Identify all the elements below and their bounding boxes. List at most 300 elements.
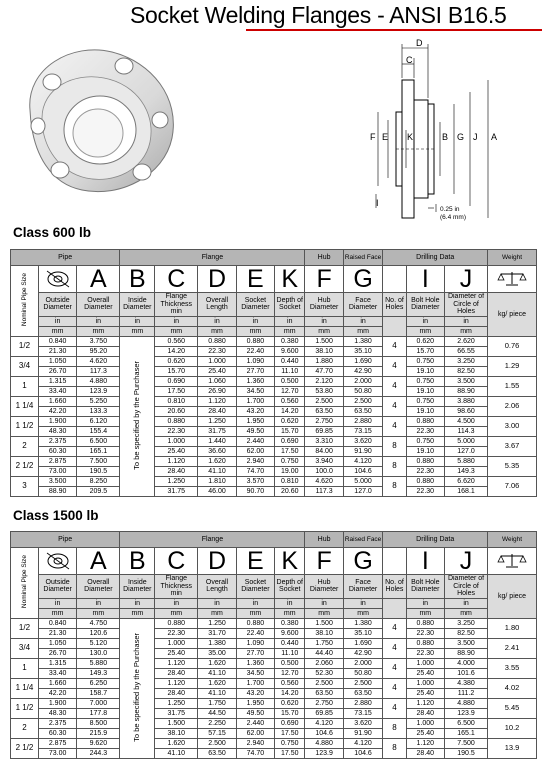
desc-0: Outside Diameter [38,575,76,599]
overall-length-mm: 35.00 [198,648,235,658]
hub-diameter-mm: 117.3 [305,486,342,496]
unit-in: in [252,599,259,607]
socket-diameter [236,638,274,658]
flange-thickness [155,658,198,678]
socket-diameter [236,476,274,496]
overall-length [198,718,236,738]
bolt-hole-diameter-mm: 28.40 [407,708,444,718]
letter-b: B [120,266,155,293]
outside-diameter [38,396,76,416]
group-drilling: Drilling Data [383,250,488,266]
overall-diameter-in: 8.500 [89,719,108,727]
socket-diameter [236,456,274,476]
unit-mm: mm [39,326,76,336]
flange-thickness-in: 1.250 [167,477,186,485]
bolt-circle-diameter-in: 5.880 [457,457,475,465]
overall-diameter [77,718,120,738]
bolt-circle-diameter [445,678,488,698]
unit-cell [120,316,155,336]
overall-diameter [77,698,120,718]
hub-diameter-mm: 100.0 [305,466,342,476]
hub-diameter [305,738,343,758]
outside-diameter-mm: 26.70 [39,648,76,658]
table-row [11,476,537,496]
hub-diameter-mm: 44.40 [305,648,342,658]
unit-mm: mm [77,608,119,618]
flange-thickness [155,336,198,356]
dim-label-g: G [457,132,465,142]
dim-label-c: C [406,55,413,65]
outside-diameter-in: 0.840 [48,337,67,345]
table-row [11,376,537,396]
unit-in: in [287,317,293,325]
socket-diameter [236,678,274,698]
flange-thickness-mm: 20.60 [155,406,197,416]
desc-10: Bolt Hole Diameter [406,293,444,317]
weight-kg: 1.80 [488,618,537,638]
flange-thickness [155,436,198,456]
overall-diameter [77,738,120,758]
socket-diameter [236,376,274,396]
unit-in: in [173,599,180,607]
bolt-hole-diameter-mm: 22.30 [407,426,444,436]
outside-diameter-in: 1.660 [48,397,67,405]
bolt-hole-diameter-in: 0.880 [416,457,435,465]
number-of-holes: 4 [383,618,406,638]
socket-depth-in: 0.380 [280,337,299,345]
unit-in: in [134,599,141,607]
overall-length-mm: 41.10 [198,466,235,476]
weight-kg: 3.00 [488,416,537,436]
overall-length-mm: 31.75 [198,426,235,436]
nps-value: 1 1/4 [11,396,39,416]
overall-diameter [77,336,120,356]
hub-diameter [305,356,343,376]
bolt-hole-diameter-in: 1.000 [416,659,435,667]
socket-diameter-in: 0.880 [246,337,265,345]
number-of-holes: 8 [383,718,406,738]
socket-diameter-mm: 62.00 [237,446,274,456]
bolt-hole-diameter [406,336,444,356]
socket-depth-mm: 15.70 [275,426,304,436]
face-diameter [343,658,383,678]
unit-in: in [360,317,366,325]
nps-value: 2 [11,436,39,456]
hub-diameter-mm: 104.6 [305,728,342,738]
unit-mm: mm [237,608,274,618]
flange-thickness [155,718,198,738]
face-diameter-in: 2.500 [354,397,372,405]
bolt-hole-diameter-mm: 25.40 [407,668,444,678]
bolt-circle-diameter-mm: 168.1 [445,486,487,496]
face-diameter-in: 2.000 [354,659,372,667]
socket-depth-mm: 11.10 [275,648,304,658]
weight-kg: 7.06 [488,476,537,496]
outside-diameter [38,698,76,718]
overall-length-mm: 41.10 [198,668,235,678]
letter-blank [383,548,406,575]
socket-diameter-in: 1.090 [246,639,265,647]
overall-length [198,476,236,496]
flange-thickness [155,396,198,416]
flange-thickness [155,678,198,698]
bolt-hole-diameter-mm: 28.40 [407,748,444,758]
hub-diameter-mm: 38.10 [305,346,342,356]
unit-cell [343,598,383,618]
outside-diameter-in: 1.900 [48,699,67,707]
outside-diameter-in: 1.050 [48,357,67,365]
overall-diameter-mm: 95.20 [77,346,119,356]
bolt-circle-diameter-mm: 101.6 [445,668,487,678]
bolt-hole-diameter [406,436,444,456]
overall-diameter [77,436,120,456]
unit-in: in [173,317,180,325]
letter-f: F [305,266,343,293]
hub-diameter [305,436,343,456]
desc-5: Socket Diameter [236,293,274,317]
socket-diameter [236,356,274,376]
table-row [11,678,537,698]
bolt-hole-diameter [406,678,444,698]
socket-depth [275,718,305,738]
socket-diameter-in: 2.940 [246,739,265,747]
number-of-holes: 8 [383,436,406,456]
nps-value: 1 1/2 [11,698,39,718]
overall-diameter-mm: 130.0 [77,648,119,658]
socket-depth-in: 0.560 [280,679,299,687]
unit-cell [406,598,444,618]
socket-diameter-mm: 43.20 [237,406,274,416]
bolt-circle-diameter [445,456,488,476]
socket-diameter-in: 2.440 [246,437,265,445]
outside-diameter-mm: 42.20 [39,688,76,698]
flange-thickness-mm: 28.40 [155,668,197,678]
unit-in: in [95,599,102,607]
flange-thickness [155,698,198,718]
bolt-circle-diameter-mm: 190.5 [445,748,487,758]
face-diameter [343,436,383,456]
socket-diameter-mm: 74.70 [237,748,274,758]
face-diameter-in: 4.120 [354,739,372,747]
overall-length [198,698,236,718]
dim-label-k: K [407,132,414,142]
bolt-circle-diameter-mm: 111.2 [445,688,487,698]
overall-length [198,678,236,698]
flange-thickness [155,456,198,476]
face-diameter-mm: 63.50 [344,406,383,416]
hub-diameter [305,698,343,718]
unit-in: in [321,317,327,325]
socket-depth [275,678,305,698]
bolt-circle-diameter-in: 3.880 [457,397,475,405]
overall-length [198,638,236,658]
unit-in: in [360,599,366,607]
unit-cell [305,598,343,618]
bolt-circle-diameter-mm: 66.55 [445,346,487,356]
bolt-circle-diameter [445,698,488,718]
weight-kg: 5.35 [488,456,537,476]
table-row [11,416,537,436]
number-of-holes: 4 [383,658,406,678]
unit-mm: mm [198,608,235,618]
unit-mm: mm [344,326,383,336]
face-diameter-in: 2.880 [354,417,372,425]
flange-thickness-mm: 25.40 [155,446,197,456]
desc-8: Face Diameter [343,575,383,599]
bolt-hole-diameter-mm: 25.40 [407,688,444,698]
scale-icon [497,270,527,288]
desc-11: Diameter of Circle of Holes [445,293,488,317]
flange-thickness-mm: 31.75 [155,486,197,496]
letter-j: J [445,266,488,293]
overall-length [198,356,236,376]
letter-g: G [343,266,383,293]
bolt-circle-diameter-in: 3.500 [457,377,475,385]
desc-8: Face Diameter [343,293,383,317]
unit-mm: mm [445,326,487,336]
overall-length-mm: 31.70 [198,628,235,638]
desc-2: Inside Diameter [120,293,155,317]
hub-diameter [305,678,343,698]
unit-in: in [463,599,469,607]
inside-diameter-cell [120,336,155,496]
socket-depth-mm: 20.60 [275,486,304,496]
desc-7: Hub Diameter [305,575,343,599]
number-of-holes: 4 [383,678,406,698]
group-pipe: Pipe [11,532,120,548]
face-diameter-mm: 73.15 [344,708,383,718]
face-diameter-in: 2.500 [354,679,372,687]
bolt-circle-diameter [445,618,488,638]
flange-thickness-in: 1.120 [167,659,186,667]
desc-kg: kg/ piece [488,293,537,337]
bolt-circle-diameter [445,356,488,376]
pipe-icon-cell [38,548,76,575]
outside-diameter-in: 2.375 [48,437,67,445]
outside-diameter-mm: 26.70 [39,366,76,376]
outside-diameter [38,356,76,376]
socket-diameter-mm: 27.70 [237,366,274,376]
letter-f: F [305,548,343,575]
desc-9: No. of Holes [383,575,406,599]
nps-value: 1 [11,658,39,678]
overall-diameter-mm: 120.6 [77,628,119,638]
nps-value: 1 [11,376,39,396]
group-hub: Hub [305,250,343,266]
overall-length-mm: 46.00 [198,486,235,496]
unit-in: in [422,317,429,325]
overall-diameter [77,396,120,416]
socket-diameter [236,718,274,738]
overall-diameter-in: 6.250 [89,679,108,687]
bolt-hole-diameter-in: 1.120 [416,739,435,747]
flange-thickness-mm: 17.50 [155,386,197,396]
weight-kg: 2.06 [488,396,537,416]
inside-diameter-cell [120,618,155,758]
socket-diameter-in: 0.880 [246,619,265,627]
hub-diameter-in: 4.880 [315,739,333,747]
socket-diameter-mm: 49.50 [237,426,274,436]
outside-diameter-mm: 48.30 [39,708,76,718]
dim-label-j: J [473,132,478,142]
overall-length-mm: 28.40 [198,406,235,416]
flange-3d-illustration [12,38,187,206]
overall-length-in: 0.880 [208,337,226,345]
outside-diameter-in: 2.375 [48,719,67,727]
flange-cross-section-diagram [340,34,540,228]
hub-diameter [305,416,343,436]
group-hub: Hub [305,532,343,548]
nps-header: Nominal Pipe Size [20,273,28,327]
bolt-hole-diameter-mm: 19.10 [407,366,444,376]
bolt-hole-diameter-in: 0.620 [416,337,435,345]
hub-diameter-mm: 63.50 [305,406,342,416]
hub-diameter-in: 2.500 [315,397,333,405]
overall-diameter-mm: 117.3 [77,366,119,376]
outside-diameter [38,658,76,678]
socket-depth [275,336,305,356]
group-drilling: Drilling Data [383,532,488,548]
weight-kg: 1.29 [488,356,537,376]
bolt-circle-diameter-in: 2.620 [457,337,475,345]
letter-k: K [275,548,305,575]
overall-length-in: 1.440 [208,437,226,445]
flange-thickness-mm: 31.75 [155,708,197,718]
desc-4: Overall Length [198,575,236,599]
face-diameter-mm: 73.15 [344,426,383,436]
letter-i: I [406,548,444,575]
bolt-hole-diameter [406,698,444,718]
bolt-hole-diameter [406,416,444,436]
desc-0: Outside Diameter [38,293,76,317]
unit-cell [77,316,120,336]
bolt-circle-diameter-mm: 98.60 [445,406,487,416]
flange-thickness-in: 1.000 [167,639,186,647]
socket-depth [275,456,305,476]
weight-kg: 13.9 [488,738,537,758]
outside-diameter-in: 1.315 [48,377,67,385]
letter-j: J [445,548,488,575]
face-diameter-in: 3.620 [354,437,372,445]
socket-depth-in: 0.810 [280,477,299,485]
weight-kg: 5.45 [488,698,537,718]
flange-thickness-in: 0.620 [167,357,186,365]
unit-blank [383,598,406,618]
weight-kg: 2.41 [488,638,537,658]
overall-length [198,396,236,416]
outside-diameter [38,336,76,356]
desc-7: Hub Diameter [305,293,343,317]
desc-9: No. of Holes [383,293,406,317]
outside-diameter [38,456,76,476]
hub-diameter-mm: 84.00 [305,446,342,456]
scale-icon-cell [488,266,537,293]
unit-cell [236,598,274,618]
unit-mm: mm [275,326,304,336]
face-diameter [343,618,383,638]
bolt-hole-diameter-in: 0.880 [416,477,435,485]
unit-cell [275,598,305,618]
socket-diameter-in: 2.440 [246,719,265,727]
unit-cell [343,316,383,336]
dim-label-d: D [416,38,423,48]
overall-length [198,658,236,678]
bolt-circle-diameter [445,718,488,738]
bolt-hole-diameter [406,376,444,396]
number-of-holes: 4 [383,698,406,718]
weight-kg: 0.76 [488,336,537,356]
hub-diameter-in: 1.500 [315,337,333,345]
socket-depth-mm: 12.70 [275,668,304,678]
bolt-hole-diameter-in: 1.000 [416,679,435,687]
face-diameter-mm: 42.90 [344,648,383,658]
socket-depth-mm: 14.20 [275,406,304,416]
dim-note-in: 0.25 in [440,206,460,213]
outside-diameter-mm: 60.30 [39,446,76,456]
overall-diameter [77,638,120,658]
socket-depth [275,476,305,496]
flange-thickness-mm: 22.30 [155,426,197,436]
outside-diameter [38,416,76,436]
face-diameter [343,396,383,416]
overall-diameter-mm: 158.7 [77,688,119,698]
unit-cell [120,598,155,618]
face-diameter-mm: 35.10 [344,628,383,638]
unit-in: in [422,599,429,607]
flange-thickness-in: 0.880 [167,619,186,627]
bolt-circle-diameter-in: 4.380 [457,679,475,687]
weight-kg: 1.55 [488,376,537,396]
bolt-hole-diameter-in: 0.880 [416,417,435,425]
unit-mm: mm [445,608,487,618]
socket-diameter-in: 1.700 [246,397,265,405]
flange-thickness-in: 0.560 [167,337,186,345]
class-600-table [10,249,537,497]
socket-diameter-mm: 34.50 [237,386,274,396]
socket-diameter-mm: 49.50 [237,708,274,718]
outside-diameter [38,436,76,456]
letter-c: C [155,266,198,293]
overall-diameter-in: 7.000 [89,699,108,707]
socket-diameter-in: 3.570 [246,477,265,485]
socket-diameter-in: 1.360 [246,377,265,385]
face-diameter-in: 1.690 [354,357,372,365]
overall-length-in: 2.500 [208,739,226,747]
nps-value: 3/4 [11,638,39,658]
bolt-hole-diameter [406,356,444,376]
bolt-circle-diameter-mm: 82.50 [445,366,487,376]
face-diameter [343,476,383,496]
unit-cell [198,316,236,336]
overall-diameter-in: 4.750 [89,619,108,627]
unit-mm: mm [77,326,119,336]
overall-diameter [77,376,120,396]
unit-cell [155,598,198,618]
desc-4: Overall Length [198,293,236,317]
bolt-circle-diameter-in: 4.000 [457,659,475,667]
group-weight: Weight [488,250,537,266]
number-of-holes: 8 [383,738,406,758]
flange-thickness-in: 1.120 [167,457,186,465]
overall-length-in: 1.620 [208,679,226,687]
socket-depth [275,436,305,456]
bolt-hole-diameter-mm: 15.70 [407,346,444,356]
letter-b: B [120,548,155,575]
letter-e: E [236,266,274,293]
overall-diameter-mm: 209.5 [77,486,119,496]
face-diameter-in: 1.380 [354,337,372,345]
unit-mm: mm [305,608,342,618]
